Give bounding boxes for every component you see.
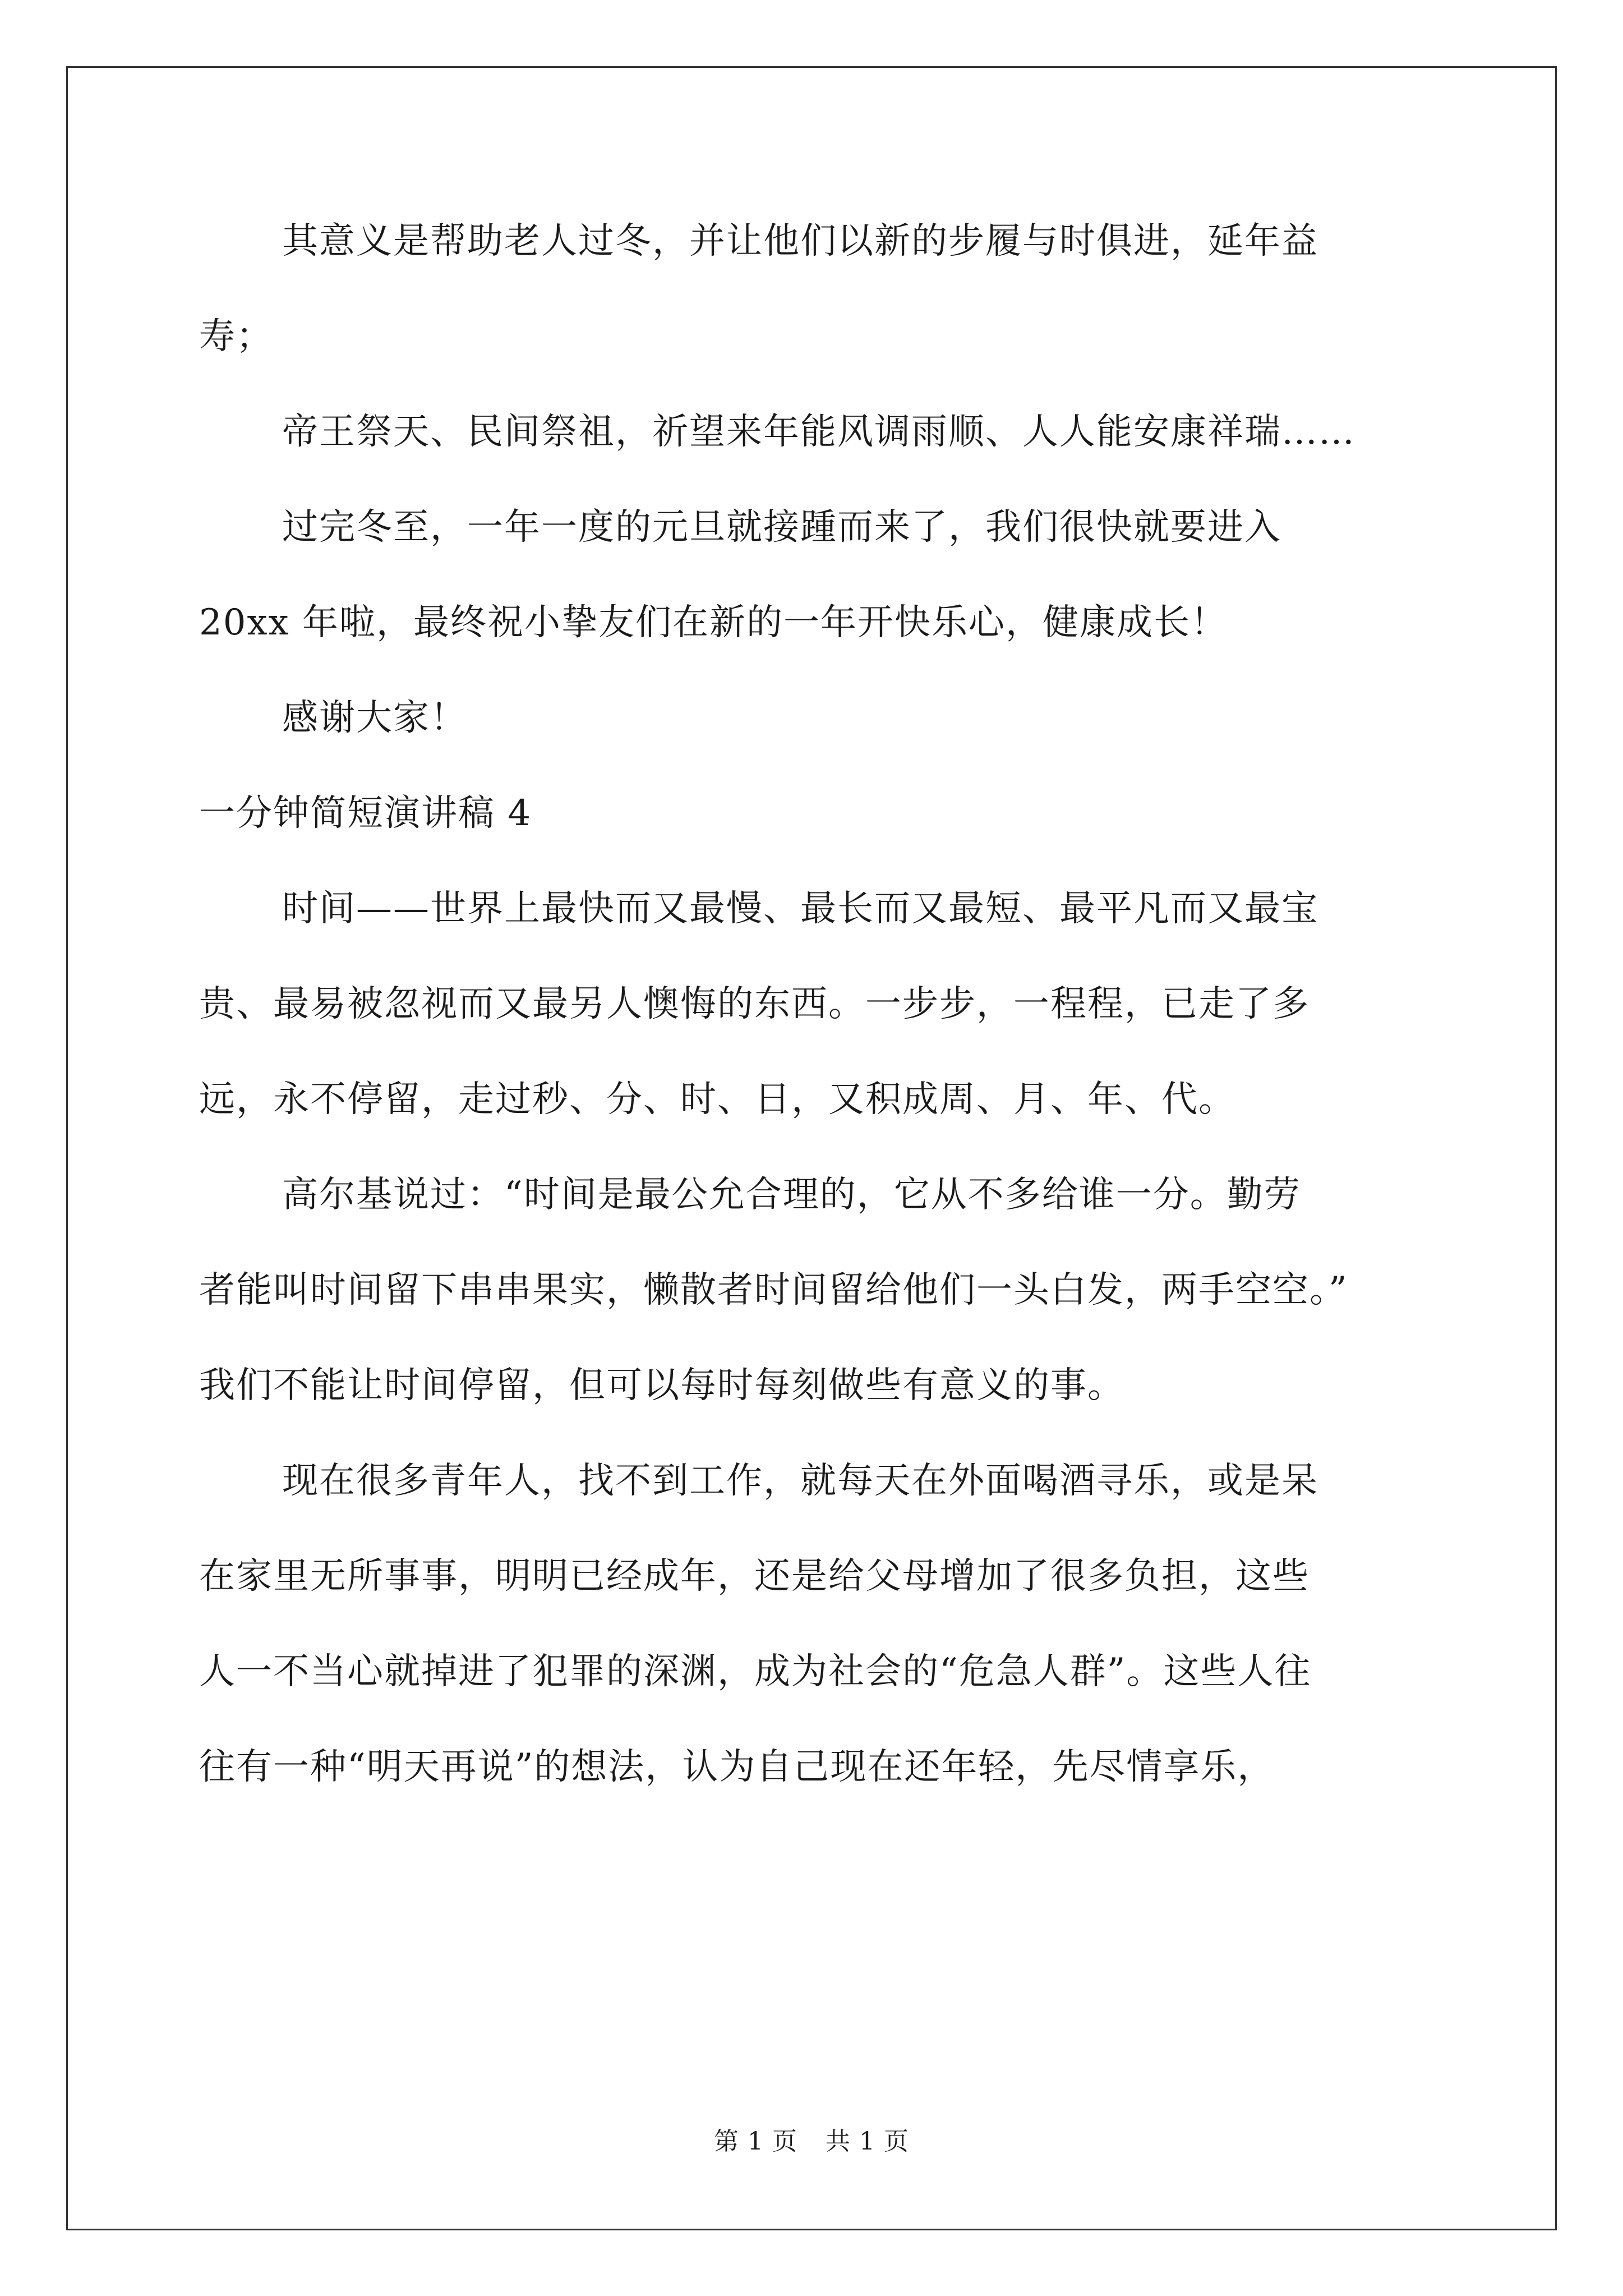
page-total: 共 1 页 [826,2127,909,2156]
paragraph-line: 贵、最易被忽视而又最另人懊悔的东西。一步步，一程程，已走了多 [199,983,1310,1025]
paragraph-line: 远，永不停留，走过秒、分、时、日，又积成周、月、年、代。 [199,1079,1235,1120]
paragraph-line: 人一不当心就掉进了犯罪的深渊，成为社会的“危急人群”。这些人往 [199,1651,1312,1692]
paragraph-line: 20xx 年啦，最终祝小挚友们在新的一年开快乐心，健康成长！ [199,602,1228,643]
paragraph-line: 帝王祭天、民间祭祖，祈望来年能风调雨顺、人人能安康祥瑞…… [282,411,1355,453]
paragraph-line: 往有一种“明天再说”的想法，认为自己现在还年轻，先尽情享乐， [199,1746,1275,1788]
paragraph-line: 现在很多青年人，找不到工作，就每天在外面喝酒寻乐，或是呆 [282,1460,1318,1502]
page-number: 第 1 页 [714,2127,797,2156]
paragraph-line: 高尔基说过：“时间是最公允合理的，它从不多给谁一分。勤劳 [282,1174,1301,1216]
paragraph-line: 其意义是帮助老人过冬，并让他们以新的步履与时俱进，延年益 [282,220,1318,262]
paragraph-line: 时间——世界上最快而又最慢、最长而又最短、最平凡而又最宝 [282,888,1318,930]
paragraph-line: 感谢大家！ [282,697,467,739]
page-footer [0,2126,1623,2157]
page-border [66,66,1557,2230]
paragraph-line: 我们不能让时间停留，但可以每时每刻做些有意义的事。 [199,1365,1124,1406]
paragraph-line: 过完冬至，一年一度的元旦就接踵而来了，我们很快就要进入 [282,507,1281,548]
section-heading: 一分钟简短演讲稿 4 [199,793,532,834]
paragraph-line: 者能叫时间留下串串果实，懒散者时间留给他们一头白发，两手空空。” [199,1269,1348,1311]
paragraph-line: 在家里无所事事，明明已经成年，还是给父母增加了很多负担，这些 [199,1556,1310,1597]
paragraph-line: 寿； [199,316,273,357]
